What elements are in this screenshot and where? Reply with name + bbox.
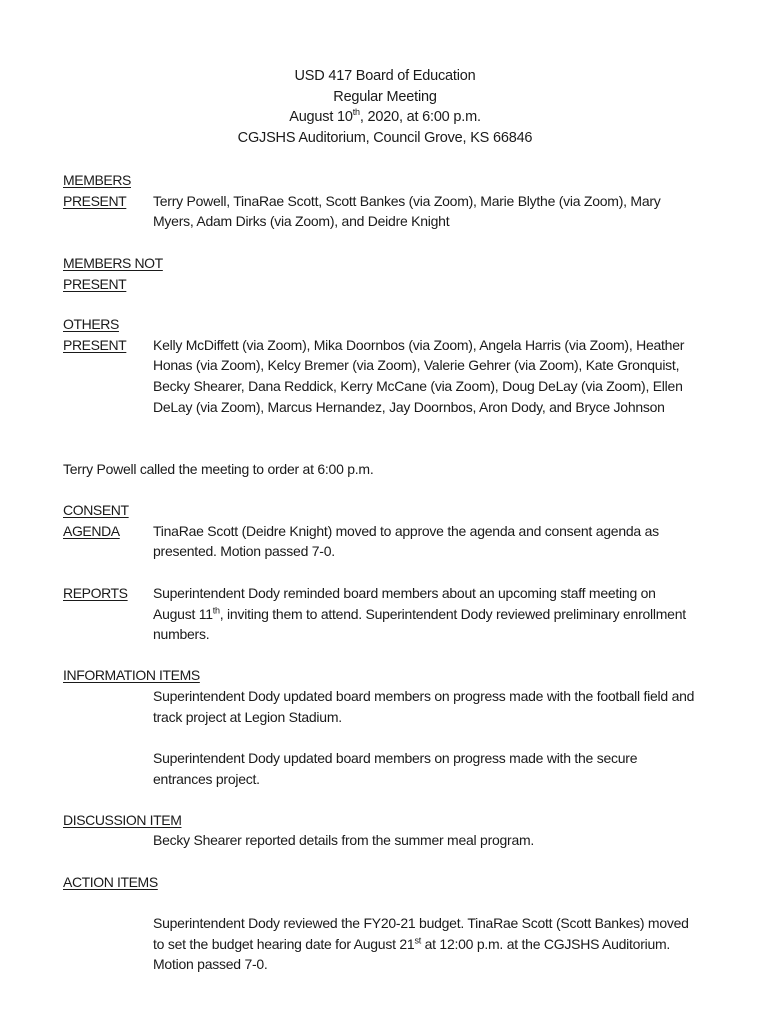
call-to-order: Terry Powell called the meeting to order at 6:00 p.m. xyxy=(63,461,374,477)
document-header xyxy=(0,66,770,149)
header-location: CGJSHS Auditorium, Council Grove, KS 66846 xyxy=(237,130,533,147)
reports-section xyxy=(63,583,703,645)
members-present-label xyxy=(63,170,151,211)
action-items-text-suffix: st xyxy=(414,935,421,946)
reports-text-suffix: th xyxy=(212,605,220,616)
members-not-present-label-line1: MEMBERS NOT xyxy=(63,255,163,271)
consent-agenda-label-line1: CONSENT xyxy=(63,502,129,518)
reports-label: REPORTS xyxy=(63,585,128,601)
header-board-name: USD 417 Board of Education xyxy=(294,68,476,84)
members-present-label-line2: PRESENT xyxy=(63,192,127,209)
members-present-section xyxy=(63,170,703,230)
header-date-text: August 10 xyxy=(289,109,353,126)
reports-text xyxy=(153,583,698,645)
members-present-label-line1: MEMBERS xyxy=(63,172,131,188)
action-items-text-part1: Superintendent Dody reviewed the FY20-21 budget. TinaRae Scott (Scott Bankes) moved to set the budget hearing date for August 21 xyxy=(153,915,689,952)
others-present-text: Kelly McDiffett (via Zoom), Mika Doornbos (via Zoom), Angela Harris (via Zoom), Heather Honas (via Zoom), Kelcy Bremer (via Zoom), Valerie Gehrer (via Zoom), Kate Gronquist, Becky Shearer, Dana Reddick, Kerry McCane (via Zoom), Doug DeLay (via Zoom), Ellen DeLay (via Zoom), Marcus Hernandez, Jay Doornbos, Aron Dody, and Bryce Johnson xyxy=(153,336,685,415)
reports-text-part1: Superintendent Dody reminded board members about an upcoming staff meeting on August 11 xyxy=(153,585,656,622)
others-present-label-line2: PRESENT xyxy=(63,336,127,353)
others-present-label xyxy=(63,314,151,355)
action-items-text xyxy=(153,913,698,975)
header-date-rest: , 2020, at 6:00 p.m. xyxy=(359,109,481,126)
action-items-text-part2: at 12:00 p.m. at the CGJSHS Auditorium. Motion passed 7-0. xyxy=(153,935,671,973)
reports-text-part2: , inviting them to attend. Superintendent Dody reviewed preliminary enrollment numbers. xyxy=(153,605,686,643)
members-not-present-label-line2: PRESENT xyxy=(63,275,127,292)
information-item-2: Superintendent Dody updated board members on progress made with the secure entrances project. xyxy=(153,750,638,787)
discussion-item-heading: DISCUSSION ITEM xyxy=(63,812,182,828)
discussion-item-text: Becky Shearer reported details from the summer meal program. xyxy=(153,832,535,848)
members-not-present-label xyxy=(63,253,163,294)
others-present-label-line1: OTHERS xyxy=(63,316,119,332)
header-meeting-type: Regular Meeting xyxy=(333,88,437,105)
members-not-present-section xyxy=(63,253,703,295)
consent-agenda-section xyxy=(63,500,703,562)
others-present-section xyxy=(63,314,703,439)
information-item-1: Superintendent Dody updated board members on progress made with the football field and track project at Legion Stadium. xyxy=(153,688,695,725)
information-items-heading: INFORMATION ITEMS xyxy=(63,667,200,683)
action-items-heading: ACTION ITEMS xyxy=(63,874,158,890)
consent-agenda-label xyxy=(63,500,151,541)
header-date-suffix: th xyxy=(352,107,360,118)
header-date xyxy=(0,107,770,128)
consent-agenda-text: TinaRae Scott (Deidre Knight) moved to approve the agenda and consent agenda as presented. Motion passed 7-0. xyxy=(153,522,659,560)
members-present-text: Terry Powell, TinaRae Scott, Scott Bankes (via Zoom), Marie Blythe (via Zoom), Mary Myers, Adam Dirks (via Zoom), and Deidre Knight xyxy=(153,192,661,230)
consent-agenda-label-line2: AGENDA xyxy=(63,522,120,539)
